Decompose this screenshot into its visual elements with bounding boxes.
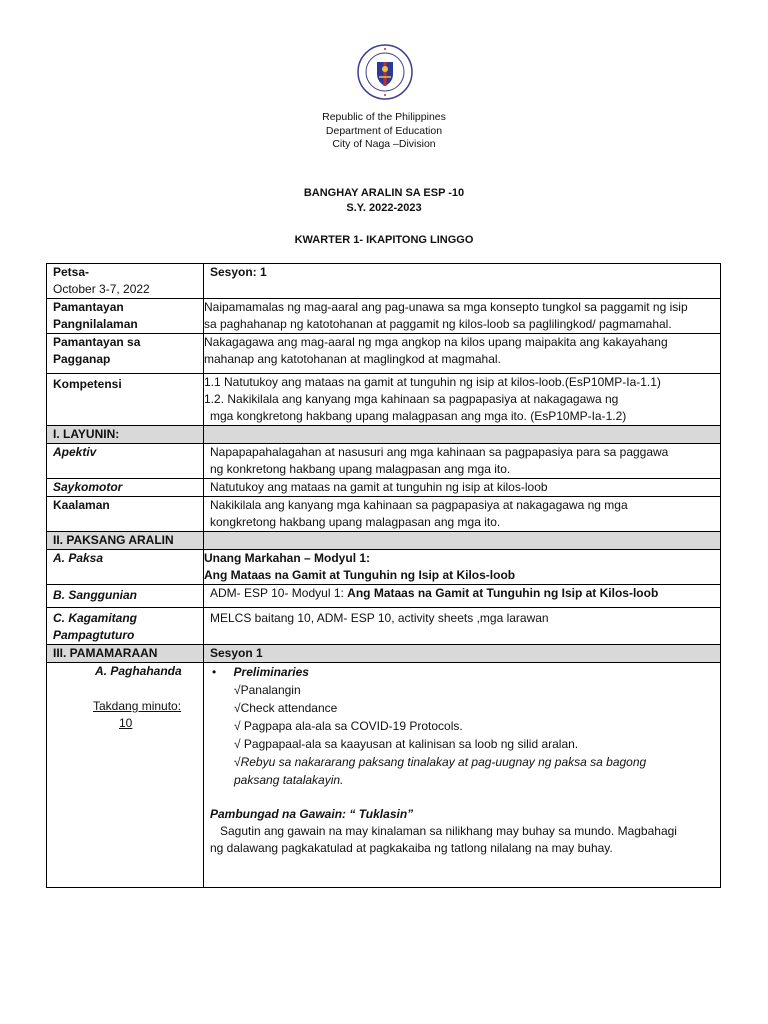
pagganap-label-2: Pagganap — [53, 352, 111, 366]
layunin-blank — [204, 426, 721, 444]
paksa-text-2: Ang Mataas na Gamit at Tunguhin ng Isip at Kilos-loob — [204, 568, 516, 582]
pangnilalaman-text-2: sa paghahanap ng katotohanan at paggamit ng kilos-loob sa paglilingkod/ pagmamahal. — [204, 317, 672, 331]
sanggunian-prefix: ADM- ESP 10- Modyul 1: — [210, 586, 344, 600]
paghahanda-label-cell — [47, 663, 204, 888]
sesyon-cell — [204, 264, 721, 299]
document-title: BANGHAY ARALIN SA ESP -10 — [303, 187, 465, 199]
kompetensi-text-cell — [204, 374, 721, 426]
checklist-item: √Rebyu sa nakararang paksang tinalakay at pag-uugnay ng paksa sa bagong — [234, 755, 647, 769]
checklist-item: √ Pagpapaal-ala sa kaayusan at kalinisan sa loob ng silid aralan. — [234, 737, 579, 751]
row-kompetensi — [47, 374, 721, 426]
sesyon-label: Sesyon: 1 — [210, 265, 267, 279]
bullet-icon: • — [212, 665, 217, 679]
lesson-plan-table — [46, 263, 721, 888]
apektiv-text-1: Napapapahalagahan at nasusuri ang mga kahinaan sa pagpapasiya para sa paggawa — [210, 445, 669, 459]
kompetensi-text-3: mga kongkretong hakbang upang malagpasan ang mga ito. (EsP10MP-Ia-1.2) — [210, 409, 627, 423]
pangnilalaman-label-1: Pamantayan — [53, 300, 124, 314]
paksa-label: A. Paksa — [47, 550, 204, 585]
kompetensi-text-1: 1.1 Natutukoy ang mataas na gamit at tunguhin ng isip at kilos-loob.(EsP10MP-Ia-1.1) — [204, 375, 661, 389]
pagganap-label-1: Pamantayan sa — [53, 335, 141, 349]
pambungad-label: Pambungad na Gawain: “ Tuklasin” — [210, 807, 414, 821]
kagamitang-text: MELCS baitang 10, ADM- ESP 10, activity sheets ,mga larawan — [204, 608, 721, 645]
apektiv-text-cell — [204, 444, 721, 479]
checklist-item: √Check attendance — [234, 701, 338, 715]
sanggunian-label — [47, 585, 204, 608]
checklist-item-continued: paksang tatalakayin. — [234, 773, 344, 787]
paksa-text-cell — [204, 550, 721, 585]
pangnilalaman-label-2: Pangnilalaman — [53, 317, 138, 331]
pangnilalaman-text-1: Naipamamalas ng mag-aaral ang pag-unawa sa mga konsepto tungkol sa paggamit ng isip — [204, 300, 688, 314]
row-kaalaman — [47, 497, 721, 532]
org-line-republic: Republic of the Philippines — [322, 111, 446, 123]
row-petsa — [47, 264, 721, 299]
pagganap-text-1: Nakagagawa ang mag-aaral ng mga angkop na kilos upang maipakita ang kakayahang — [204, 335, 668, 349]
kaalaman-label: Kaalaman — [47, 497, 204, 532]
quarter-heading: KWARTER 1- IKAPITONG LINGGO — [294, 234, 474, 246]
row-pamamaraan-section — [47, 645, 721, 663]
kagamitang-label-1: C. Kagamitang — [53, 611, 138, 625]
school-year: S.Y. 2022-2023 — [346, 202, 422, 214]
row-apektiv — [47, 444, 721, 479]
pambungad-text-1: Sagutin ang gawain na may kinalaman sa nilikhang may buhay sa mundo. Magbahagi — [210, 824, 677, 838]
paghahanda-label: A. Paghahanda — [95, 664, 182, 678]
org-line-department: Department of Education — [325, 125, 443, 137]
saykomotor-label: Saykomotor — [47, 479, 204, 497]
row-pangnilalaman — [47, 299, 721, 334]
paghahanda-content-cell — [204, 663, 721, 888]
pagganap-label-cell — [47, 334, 204, 374]
pambungad-text-2: ng dalawang pagkakatulad at pagkakaiba ng tatlong nilalang na may buhay. — [210, 841, 613, 855]
sanggunian-label-text: B. Sanggunian — [53, 588, 137, 602]
saykomotor-text: Natutukoy ang mataas na gamit at tunguhin ng isip at kilos-loob — [204, 479, 721, 497]
kompetensi-label-cell — [47, 374, 204, 426]
row-paksa — [47, 550, 721, 585]
checklist-item: √Panalangin — [234, 683, 301, 697]
preliminaries-checklist — [210, 681, 720, 789]
kagamitang-label-2: Pampagtuturo — [53, 628, 135, 642]
pamamaraan-label: III. PAMAMARAAN — [47, 645, 204, 663]
pagganap-text-cell — [204, 334, 721, 374]
paksang-blank — [204, 532, 721, 550]
petsa-value: October 3-7, 2022 — [53, 282, 150, 296]
kaalaman-text-2: kongkretong hakbang upang malagpasan ang mga ito. — [210, 515, 501, 529]
deped-seal-logo — [357, 44, 413, 100]
paksang-label: II. PAKSANG ARALIN — [47, 532, 204, 550]
pamamaraan-sesyon: Sesyon 1 — [204, 645, 721, 663]
takdang-minuto-value: 10 — [119, 716, 133, 730]
kompetensi-label: Kompetensi — [53, 377, 122, 391]
org-line-division: City of Naga –Division — [332, 138, 436, 150]
sanggunian-title: Ang Mataas na Gamit at Tunguhin ng Isip at Kilos-loob — [347, 586, 659, 600]
kaalaman-text-1: Nakikilala ang kanyang mga kahinaan sa pagpapasiya at nakagagawa ng mga — [210, 498, 628, 512]
row-sanggunian — [47, 585, 721, 608]
pagganap-text-2: mahanap ang katotohanan at maglingkod at magmahal. — [204, 352, 501, 366]
paksa-text-1: Unang Markahan – Modyul 1: — [204, 551, 371, 565]
petsa-label: Petsa- — [53, 265, 90, 279]
apektiv-label: Apektiv — [47, 444, 204, 479]
row-saykomotor — [47, 479, 721, 497]
pangnilalaman-text-cell — [204, 299, 721, 334]
apektiv-text-2: ng konkretong hakbang upang malagpasan ang mga ito. — [210, 462, 511, 476]
checklist-item: √ Pagpapa ala-ala sa COVID-19 Protocols. — [234, 719, 463, 733]
pangnilalaman-label-cell — [47, 299, 204, 334]
layunin-label: I. LAYUNIN: — [47, 426, 204, 444]
row-paghahanda — [47, 663, 721, 888]
row-paksang-section — [47, 532, 721, 550]
preliminaries-label: Preliminaries — [233, 665, 309, 679]
kagamitang-label-cell — [47, 608, 204, 645]
petsa-cell — [47, 264, 204, 299]
sanggunian-text-cell — [204, 585, 721, 608]
row-layunin-section — [47, 426, 721, 444]
takdang-minuto-label: Takdang minuto: — [93, 699, 182, 713]
kaalaman-text-cell — [204, 497, 721, 532]
row-kagamitang — [47, 608, 721, 645]
kompetensi-text-2: 1.2. Nakikilala ang kanyang mga kahinaan sa pagpapasiya at nakagagawa ng — [204, 392, 619, 406]
row-pagganap — [47, 334, 721, 374]
